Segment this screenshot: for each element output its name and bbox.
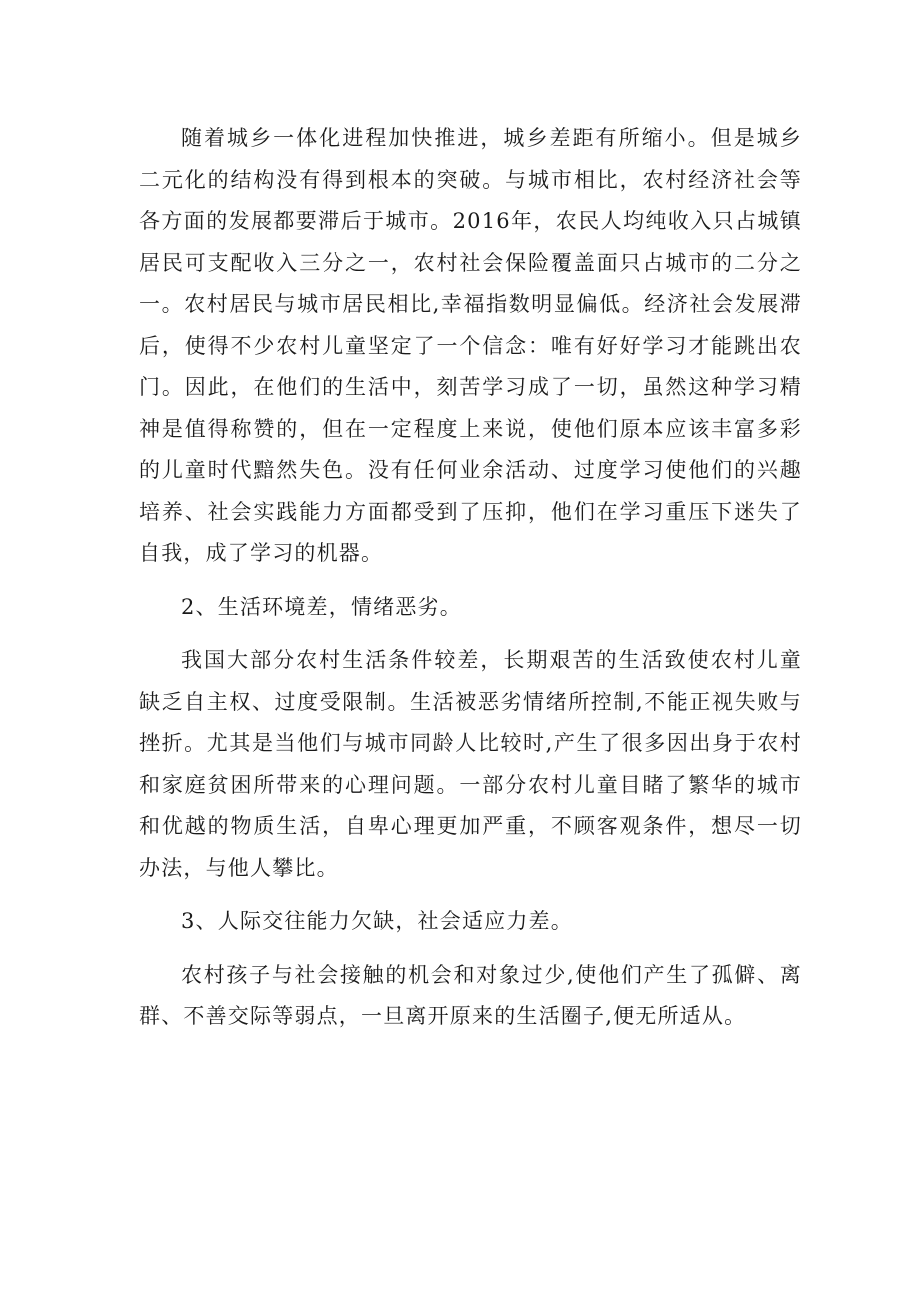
body-paragraph-social-skills: 农村孩子与社会接触的机会和对象过少,使他们产生了孤僻、离群、不善交际等弱点，一旦离开原来的生活圈子,便无所适从。 [139,962,802,1028]
document-page [139,118,802,1038]
body-paragraph-urban-rural-gap: 随着城乡一体化进程加快推进，城乡差距有所缩小。但是城乡二元化的结构没有得到根本的突破。与城市相比，农村经济社会等各方面的发展都要滞后于城市。2016年，农民人均纯收入只占城镇居民可支配收入三分之一，农村社会保险覆盖面只占城市的二分之一。农村居民与城市居民相比,幸福指数明显偏低。经济社会发展滞后，使得不少农村儿童坚定了一个信念：唯有好好学习才能跳出农门。因此，在他们的生活中，刻苦学习成了一切，虽然这种学习精神是值得称赞的，但在一定程度上来说，使他们原本应该丰富多彩的儿童时代黯然失色。没有任何业余活动、过度学习使他们的兴趣培养、社会实践能力方面都受到了压抑，他们在学习重压下迷失了自我，成了学习的机器。 [139,126,802,565]
section-heading-living-environment: 2、生活环境差，情绪恶劣。 [181,594,462,619]
body-paragraph-living-environment: 我国大部分农村生活条件较差，长期艰苦的生活致使农村儿童缺乏自主权、过度受限制。生活被恶劣情绪所控制,不能正视失败与挫折。尤其是当他们与城市同龄人比较时,产生了很多因出身于农村和家庭贫困所带来的心理问题。一部分农村儿童目睹了繁华的城市和优越的物质生活，自卑心理更加严重，不顾客观条件，想尽一切办法，与他人攀比。 [139,648,802,880]
section-heading-social-skills: 3、人际交往能力欠缺，社会适应力差。 [181,909,573,933]
